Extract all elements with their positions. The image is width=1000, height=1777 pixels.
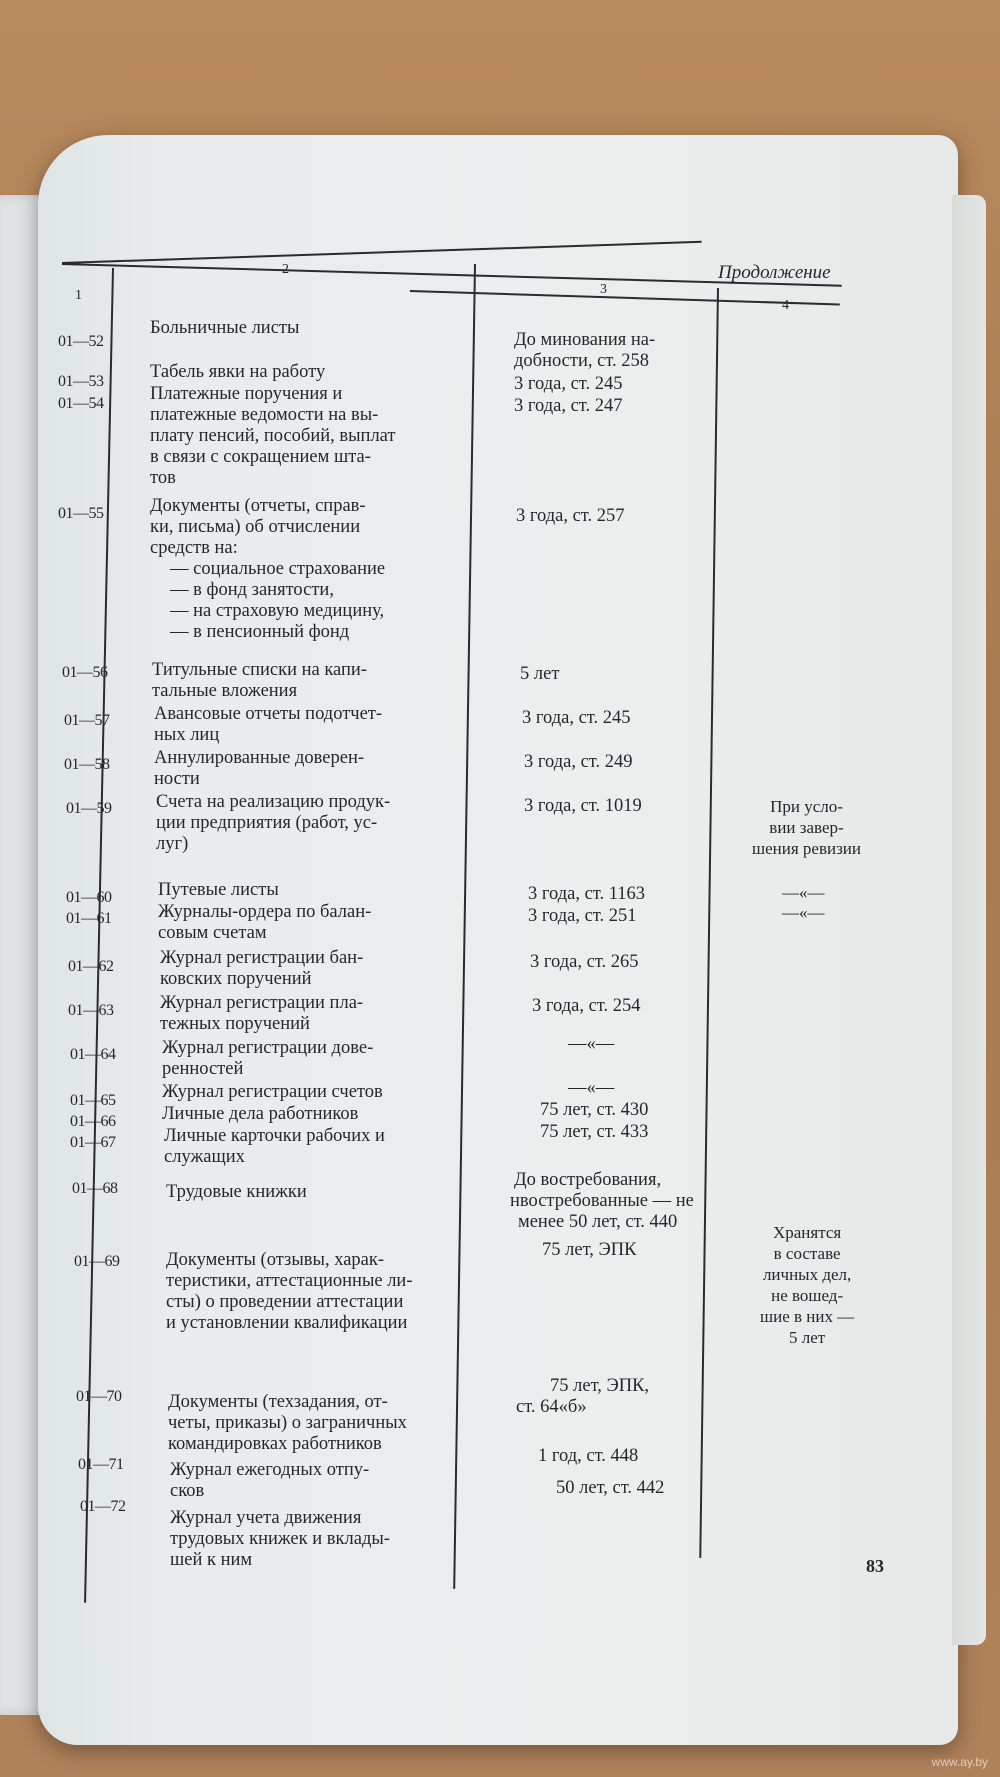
- row-code: 01—59: [66, 800, 112, 817]
- row-retention-term: 3 года, ст. 245: [522, 708, 631, 728]
- row-code: 01—58: [64, 756, 110, 773]
- row-retention-term: 75 лет, ЭПК: [542, 1240, 637, 1260]
- column-header-1: 1: [75, 288, 82, 303]
- row-code: 01—64: [70, 1046, 116, 1063]
- row-code: 01—55: [58, 505, 104, 522]
- page-stack-edge: [952, 195, 986, 1645]
- row-retention-term: До минования на- добности, ст. 258: [514, 330, 656, 371]
- row-retention-term: 50 лет, ст. 442: [556, 1478, 665, 1498]
- row-retention-term: 1 год, ст. 448: [538, 1446, 639, 1466]
- row-description: Личные дела работников: [162, 1104, 359, 1124]
- row-description: Трудовые книжки: [166, 1182, 307, 1202]
- row-description: Путевые листы: [158, 880, 279, 900]
- row-code: 01—57: [64, 712, 110, 729]
- row-retention-term: 5 лет: [520, 664, 560, 684]
- row-code: 01—65: [70, 1092, 116, 1109]
- row-description: Журнал регистрации бан- ковских поручений: [160, 948, 364, 989]
- row-retention-term: 75 лет, ст. 433: [540, 1122, 649, 1142]
- row-retention-term: 75 лет, ст. 430: [540, 1100, 649, 1120]
- row-code: 01—63: [68, 1002, 114, 1019]
- row-retention-term: 3 года, ст. 254: [532, 996, 641, 1016]
- row-retention-term: 3 года, ст. 245: [514, 374, 623, 394]
- row-note: —«—: [782, 883, 825, 902]
- page-number: 83: [866, 1556, 884, 1576]
- row-description: Больничные листы: [150, 318, 300, 338]
- column-header-4: 4: [782, 298, 789, 313]
- row-code: 01—67: [70, 1134, 116, 1151]
- row-code: 01—52: [58, 333, 104, 350]
- row-code: 01—72: [80, 1498, 126, 1515]
- row-retention-term: До востребования, нвостребованные — не менее 50 лет, ст. 440: [510, 1170, 694, 1232]
- column-header-2: 2: [282, 262, 289, 277]
- row-description: Титульные списки на капи- тальные вложения: [152, 660, 367, 701]
- row-description: Платежные поручения и платежные ведомости на вы- плату пенсий, пособий, выплат в связи с сокращением шта- тов: [150, 384, 396, 488]
- row-retention-term: 3 года, ст. 265: [530, 952, 639, 972]
- row-description: Журнал регистрации пла- тежных поручений: [160, 993, 364, 1034]
- column-header-3: 3: [600, 282, 607, 297]
- row-retention-term: 3 года, ст. 251: [528, 906, 637, 926]
- row-code: 01—56: [62, 664, 108, 681]
- row-description: Документы (отзывы, харак- теристики, аттестационные ли- сты) о проведении аттестации и установлении квалификации: [166, 1250, 413, 1333]
- row-code: 01—60: [66, 889, 112, 906]
- row-retention-term: 3 года, ст. 1163: [528, 884, 646, 904]
- row-description: Аннулированные доверен- ности: [154, 748, 365, 789]
- row-code: 01—71: [78, 1456, 124, 1473]
- row-retention-term: —«—: [568, 1078, 615, 1098]
- row-retention-term: —«—: [568, 1034, 615, 1054]
- row-description: Журнал ежегодных отпу- сков: [170, 1460, 370, 1501]
- row-retention-term: 3 года, ст. 257: [516, 506, 625, 526]
- row-description: Авансовые отчеты подотчет- ных лиц: [154, 704, 383, 745]
- row-description: Журнал регистрации дове- ренностей: [162, 1038, 374, 1079]
- row-retention-term: 3 года, ст. 249: [524, 752, 633, 772]
- row-code: 01—70: [76, 1388, 122, 1405]
- row-code: 01—62: [68, 958, 114, 975]
- continuation-label: Продолжение: [718, 262, 831, 283]
- row-code: 01—54: [58, 395, 104, 412]
- row-retention-term: 3 года, ст. 1019: [524, 796, 642, 816]
- row-description: Документы (техзадания, от- четы, приказы) о заграничных командировках работников: [168, 1392, 407, 1454]
- row-retention-term: 75 лет, ЭПК, ст. 64«б»: [516, 1376, 650, 1417]
- row-code: 01—68: [72, 1180, 118, 1197]
- row-code: 01—53: [58, 373, 104, 390]
- row-retention-term: 3 года, ст. 247: [514, 396, 623, 416]
- row-description: Личные карточки рабочих и служащих: [164, 1126, 385, 1167]
- site-watermark: www.ay.by: [931, 1755, 988, 1769]
- row-code: 01—69: [74, 1253, 120, 1270]
- row-description: Счета на реализацию продук- ции предприятия (работ, ус- луг): [156, 792, 391, 854]
- row-note: —«—: [782, 903, 825, 922]
- row-note: Хранятся в составе личных дел, не вошед- шие в них — 5 лет: [760, 1223, 855, 1347]
- row-description: Журнал регистрации счетов: [162, 1082, 383, 1102]
- row-code: 01—66: [70, 1113, 116, 1130]
- row-description: Табель явки на работу: [150, 362, 326, 382]
- row-note: При усло- вии завер- шения ревизии: [752, 797, 861, 858]
- row-code: 01—61: [66, 910, 112, 927]
- row-description: Журнал учета движения трудовых книжек и вклады- шей к ним: [170, 1508, 390, 1570]
- row-description: Журналы-ордера по балан- совым счетам: [158, 902, 372, 943]
- row-description: Документы (отчеты, справ- ки, письма) об отчислении средств на: — социальное страхование — в фонд занятости, — на страховую медицину, — в пенсионный фонд: [150, 496, 386, 642]
